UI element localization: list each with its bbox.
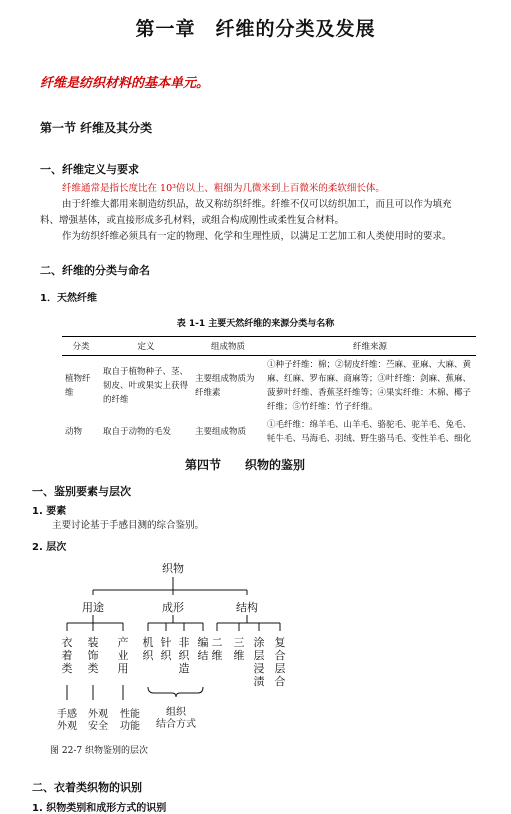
tree-leaf: [88, 707, 108, 732]
tree-node-char: 着: [61, 649, 73, 662]
item-heading: 1．天然纤维: [40, 293, 97, 304]
tree-root: 织物: [162, 562, 184, 575]
tree-leaf-line: 外观: [88, 709, 108, 720]
table-cell: 植物纤维: [65, 374, 91, 398]
paragraph-line: 料、增强基体，或直接形成多孔材料，或组合构成刚性或柔性复合材料。: [40, 215, 345, 226]
tree-node-char: 用: [117, 662, 129, 675]
tree-leaf: [120, 707, 140, 732]
tree-leaf-line: 手感: [57, 709, 77, 720]
tree-leaf-line: 性能: [120, 709, 140, 720]
tree-node-char: 层: [274, 662, 286, 675]
tree-node: [88, 635, 99, 675]
tree-leaf-line: 功能: [120, 721, 140, 732]
tree-node-char: 机: [142, 636, 154, 649]
tree-node-char: 非: [178, 636, 190, 649]
tree-node: [118, 635, 129, 675]
tree-node: [62, 636, 73, 675]
tree-node-char: 编: [197, 636, 209, 649]
tree-node-char: 浸: [253, 662, 265, 675]
tree-group-line: 结合方式: [156, 719, 196, 730]
tree-node: [143, 635, 155, 662]
tree-node: 用途: [82, 601, 104, 614]
table-header: 分类: [62, 337, 100, 356]
tree-group-label: [156, 705, 196, 730]
item-heading: 2. 层次: [32, 542, 67, 553]
tree-node-char: 渍: [253, 675, 265, 688]
tree-leaf-line: 安全: [88, 721, 108, 732]
identification-tree-diagram: [30, 555, 320, 737]
table-cell: ①种子纤维：棉；②韧皮纤维：苎麻、亚麻、大麻、黄麻、红麻、罗布麻、商麻等；③叶纤维：剑麻、蕉麻、菠萝叶纤维、香蕉茎纤维等；④果实纤维：木棉、椰子纤维；⑤竹纤维：竹子纤维。: [267, 360, 472, 412]
tree-node-char: 产: [117, 636, 129, 649]
tree-node-char: 造: [178, 662, 190, 675]
table-header: 纤维来源: [264, 337, 476, 356]
item-heading: 1. 织物类别和成形方式的识别: [32, 803, 167, 814]
paragraph-line: 主要讨论基于手感目测的综合鉴别。: [52, 520, 205, 531]
tree-node: [212, 636, 223, 662]
section-title: 第四节 织物的鉴别: [185, 458, 306, 472]
tree-node-char: 涂: [253, 636, 265, 649]
subsection-title: 一、纤维定义与要求: [40, 163, 139, 176]
tree-node-char: 维: [233, 649, 245, 662]
tree-node-char: 针: [160, 636, 172, 649]
table-header: 组成物质: [192, 337, 264, 356]
tree-node: 结构: [236, 601, 258, 614]
tree-node-char: 业: [117, 649, 129, 662]
tree-node-char: 合: [274, 649, 286, 662]
tree-node-char: 三: [233, 636, 245, 649]
tree-node-char: 装: [87, 636, 99, 649]
tree-node: [198, 635, 209, 662]
item-heading: 1. 要素: [32, 506, 67, 517]
tree-node-char: 织: [178, 649, 190, 662]
table-cell: 主要组成物质: [195, 427, 247, 437]
subsection-title: 一、鉴别要素与层次: [32, 485, 131, 498]
subsection-title: 二、纤维的分类与命名: [40, 264, 150, 277]
tree-node: [275, 636, 286, 688]
figure-caption: 图 22-7 织物鉴别的层次: [50, 746, 148, 756]
tree-node: [179, 635, 191, 675]
tree-leaf: [57, 707, 77, 732]
tree-node-char: 二: [211, 636, 223, 649]
paragraph-line: 作为纺织纤维必须具有一定的物理、化学和生理性质，以满足工艺加工和人类使用时的要求。: [62, 231, 452, 242]
tree-node-char: 饰: [87, 649, 99, 662]
fiber-table: [62, 336, 476, 448]
tree-node-char: 类: [61, 662, 73, 675]
tree-node-char: 维: [211, 649, 223, 662]
tree-node: 成形: [162, 601, 184, 614]
subsection-title: 二、衣着类织物的识别: [32, 781, 142, 794]
table-cell: 取自于动物的毛发: [103, 427, 172, 437]
paragraph-line: 由于纤维大都用来制造纺织品，故又称纺织纤维。纤维不仅可以纺织加工，而且可以作为填充: [62, 199, 452, 210]
tree-group-line: 组织: [166, 707, 186, 718]
tree-node-char: 层: [253, 649, 265, 662]
tree-node-char: 织: [160, 649, 172, 662]
tree-node: [234, 636, 245, 662]
table-cell: ①毛纤维：绵羊毛、山羊毛、骆驼毛、驼羊毛、兔毛、牦牛毛、马海毛、羽绒、野生骆马毛、变性羊毛、细化: [267, 420, 472, 444]
table-header: 定义: [100, 337, 192, 356]
table-header-row: [62, 337, 476, 356]
table-cell: 主要组成物质为纤维素: [195, 374, 255, 398]
table-cell: 取自于植物种子、茎、韧皮、叶或果实上获得的纤维: [103, 367, 189, 405]
tree-node: [161, 635, 173, 662]
highlight-note: 纤维是纺织材料的基本单元。: [40, 76, 210, 91]
chapter-title: 第一章 纤维的分类及发展: [135, 18, 376, 40]
tree-node: [254, 636, 265, 688]
section-title: 第一节 纤维及其分类: [40, 121, 153, 135]
tree-node-char: 结: [197, 649, 209, 662]
tree-node-char: 合: [274, 675, 286, 688]
definition-line: 纤维通常是指长度比在 10³倍以上、粗细为几微米到上百微米的柔软细长体。: [62, 183, 385, 194]
tree-node-char: 织: [142, 649, 154, 662]
tree-leaf-line: 外观: [57, 721, 77, 732]
table-row: [62, 416, 476, 448]
table-caption: 表 1-1 主要天然纤维的来源分类与名称: [176, 319, 335, 329]
tree-node-char: 衣: [61, 636, 73, 649]
table-cell: 动物: [65, 427, 83, 437]
table-row: [62, 356, 476, 417]
tree-node-char: 类: [87, 662, 99, 675]
tree-node-char: 复: [274, 636, 286, 649]
